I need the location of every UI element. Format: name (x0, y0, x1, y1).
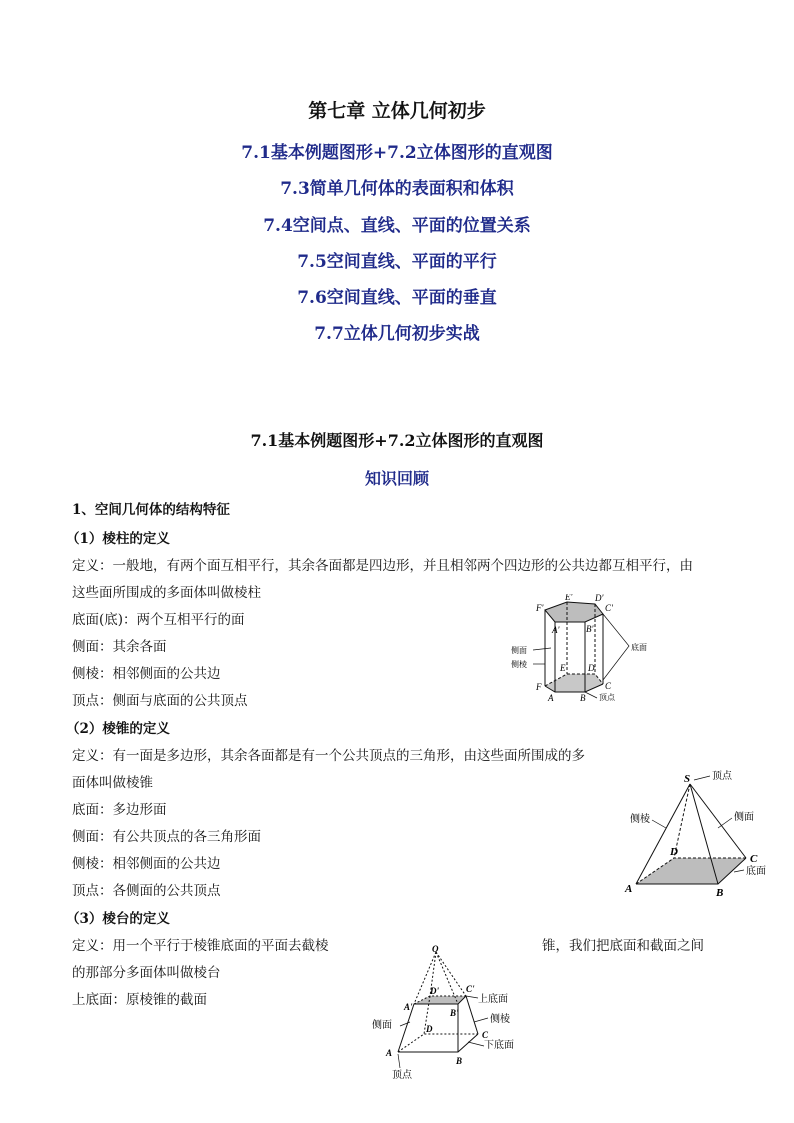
pyramid-base: 底面：多边形面 (72, 802, 167, 818)
pyramid-label-A: A (625, 883, 633, 895)
pyramid-side-face-label: 侧面 (734, 812, 754, 823)
frustum-upper-base: 上底面：原棱锥的截面 (72, 992, 207, 1008)
toc-item-2[interactable]: 7.3简单几何体的表面积和体积 (280, 179, 514, 199)
toc-item-3[interactable]: 7.4空间点、直线、平面的位置关系 (263, 216, 531, 236)
prism-base-label: 底面 (631, 643, 647, 652)
pyramid-heading: （2）棱锥的定义 (66, 721, 170, 737)
heading-structure: 1、空间几何体的结构特征 (72, 502, 230, 518)
frustum-label-C: C (482, 1030, 489, 1040)
pyramid-side-edge-label: 侧棱 (630, 814, 650, 825)
prism-def-line2: 这些面所围成的多面体叫做棱柱 (72, 585, 261, 601)
frustum-def-line2: 的那部分多面体叫做棱台 (72, 965, 221, 981)
toc-item-5[interactable]: 7.6空间直线、平面的垂直 (297, 288, 497, 308)
frustum-label-A: A (386, 1048, 393, 1058)
prism-base: 底面(底)：两个互相平行的面 (72, 612, 245, 628)
prism-label-F1: F' (536, 603, 544, 613)
frustum-label-D: D (426, 1024, 433, 1034)
prism-label-F: F (536, 682, 542, 692)
prism-label-C: C (605, 681, 612, 691)
prism-label-C1: C' (605, 603, 613, 613)
prism-heading: （1）棱柱的定义 (66, 531, 170, 547)
pyramid-edge: 侧棱：相邻侧面的公共边 (72, 856, 221, 872)
pyramid-label-S: S (684, 773, 691, 785)
prism-label-A: A (548, 693, 554, 703)
frustum-label-D1: D' (430, 986, 439, 996)
frustum-label-A1: A' (404, 1002, 413, 1012)
prism-vertex: 顶点：侧面与底面的公共顶点 (72, 693, 248, 709)
frustum-side-edge-label: 侧棱 (490, 1014, 510, 1025)
prism-vertex-label: 顶点 (599, 693, 615, 702)
prism-side-edge-label: 侧棱 (511, 660, 527, 669)
pyramid-vertex: 顶点：各侧面的公共顶点 (72, 883, 221, 899)
pyramid-def-line1: 定义：有一面是多边形，其余各面都是有一个公共顶点的三角形，由这些面所围成的多 (72, 748, 585, 764)
frustum-def-line1a: 定义：用一个平行于棱锥底面的平面去截棱 (72, 938, 329, 954)
pyramid-def-line2: 面体叫做棱锥 (72, 775, 153, 791)
prism-label-A1: A' (552, 625, 560, 635)
toc-item-6[interactable]: 7.7立体几何初步实战 (314, 324, 480, 344)
prism-label-D: D (588, 663, 595, 673)
prism-side-face-label: 侧面 (511, 646, 527, 655)
prism-side: 侧面：其余各面 (72, 639, 167, 655)
review-heading: 知识回顾 (364, 469, 429, 488)
chapter-title: 第七章 立体几何初步 (308, 100, 486, 122)
pyramid-figure (622, 766, 772, 900)
toc-item-1[interactable]: 7.1基本例题图形+7.2立体图形的直观图 (241, 143, 553, 163)
prism-def-line1: 定义：一般地，有两个面互相平行，其余各面都是四边形，并且相邻两个四边形的公共边都互相平行，由 (72, 558, 693, 574)
pyramid-label-B: B (716, 887, 724, 899)
frustum-label-B1: B' (450, 1008, 459, 1018)
pyramid-label-D: D (670, 846, 678, 858)
frustum-heading: （3）棱台的定义 (66, 911, 170, 927)
pyramid-side: 侧面：有公共顶点的各三角形面 (72, 829, 261, 845)
frustum-label-C1: C' (466, 984, 475, 994)
frustum-upper-base-label: 上底面 (478, 994, 508, 1005)
pyramid-base-label: 底面 (746, 866, 766, 877)
frustum-label-B: B (456, 1056, 463, 1066)
pyramid-vertex-label: 顶点 (712, 771, 732, 782)
prism-label-E: E (560, 663, 566, 673)
prism-label-B1: B' (586, 624, 594, 634)
frustum-def-line1b: 锥，我们把底面和截面之间 (542, 938, 704, 954)
frustum-figure (366, 942, 536, 1082)
prism-edge: 侧棱：相邻侧面的公共边 (72, 666, 221, 682)
prism-label-E1: E' (565, 594, 573, 602)
prism-label-D1: D' (595, 594, 604, 603)
toc-item-4[interactable]: 7.5空间直线、平面的平行 (297, 252, 497, 272)
frustum-side-face-label: 侧面 (372, 1020, 392, 1031)
hexagonal-prism-figure (505, 594, 665, 704)
frustum-lower-base-label: 下底面 (484, 1040, 514, 1051)
section-title: 7.1基本例题图形+7.2立体图形的直观图 (250, 431, 544, 450)
pyramid-label-C: C (750, 853, 758, 865)
frustum-label-O: O (432, 944, 439, 954)
frustum-vertex-label: 顶点 (392, 1070, 412, 1081)
prism-label-B: B (580, 693, 586, 703)
